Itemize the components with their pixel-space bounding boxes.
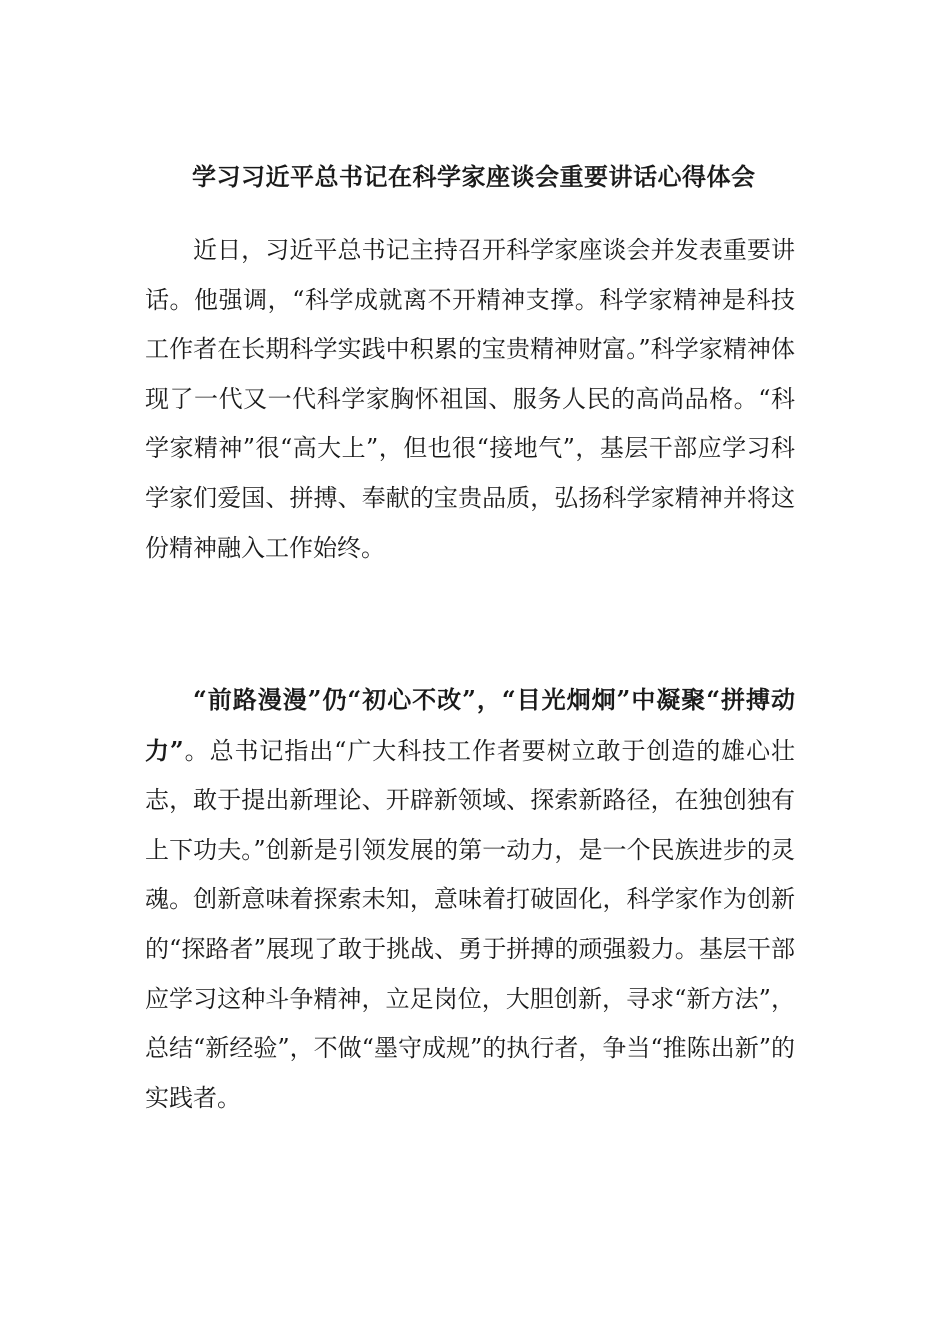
paragraph-innovation-lead: “前路漫漫”仍“初心不改”，“目光炯炯”中凝聚“拼搏动力” xyxy=(145,685,795,765)
paragraph-innovation xyxy=(145,675,795,1123)
document-title: 学习习近平总书记在科学家座谈会重要讲话心得体会 xyxy=(192,162,756,191)
paragraph-intro-text: 近日，习近平总书记主持召开科学家座谈会并发表重要讲话。他强调，“科学成就离不开精神支撑。科学家精神是科技工作者在长期科学实践中积累的宝贵精神财富。”科学家精神体现了一代又一代科学家胸怀祖国、服务人民的高尚品格。“科学家精神”很“高大上”，但也很“接地气”，基层干部应学习科学家们爱国、拼搏、奉献的宝贵品质，弘扬科学家精神并将这份精神融入工作始终。 xyxy=(145,236,795,562)
paragraph-innovation-text: 。总书记指出“广大科技工作者要树立敢于创造的雄心壮志，敢于提出新理论、开辟新领域、探索新路径，在独创独有上下功夫。”创新是引领发展的第一动力，是一个民族进步的灵魂。创新意味着探索未知，意味着打破固化，科学家作为创新的“探路者”展现了敢于挑战、勇于拼搏的顽强毅力。基层干部应学习这种斗争精神，立足岗位，大胆创新，寻求“新方法”，总结“新经验”，不做“墨守成规”的执行者，争当“推陈出新”的实践者。 xyxy=(145,736,795,1112)
paragraph-intro xyxy=(145,226,795,573)
